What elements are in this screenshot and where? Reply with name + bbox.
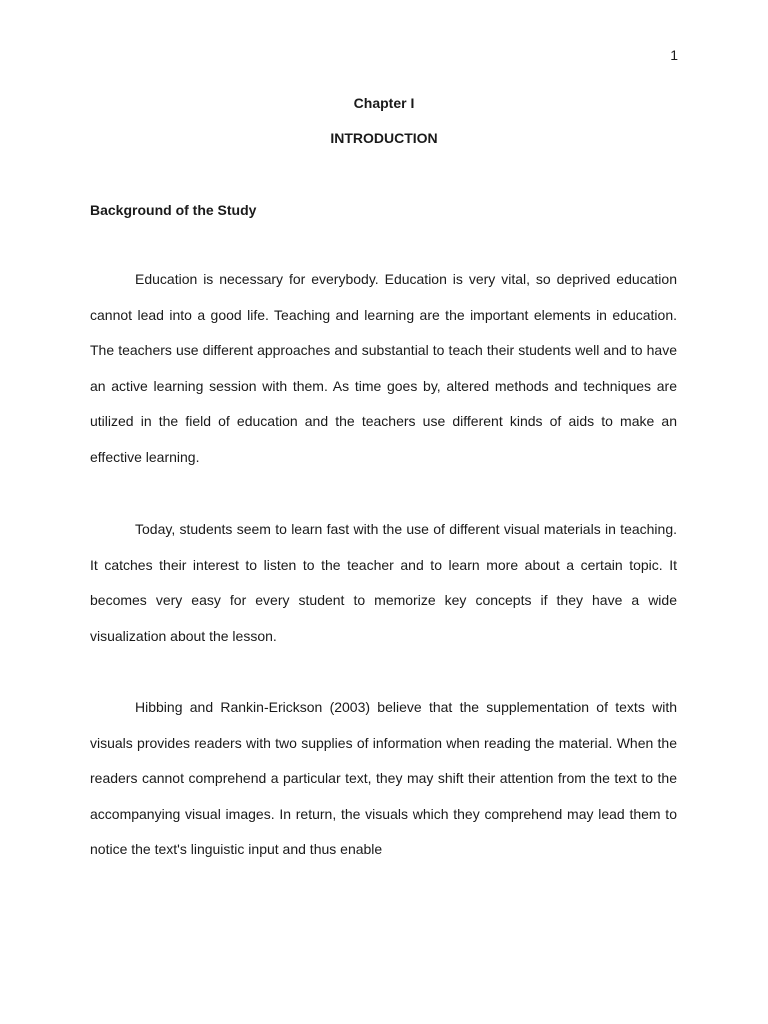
section-heading: Background of the Study: [90, 202, 257, 218]
page-number: 1: [670, 47, 678, 63]
body-paragraph-1: Education is necessary for everybody. Education is very vital, so deprived education cannot lead into a good life. Teaching and learning are the important elements in education. The teachers use different approaches and substantial to teach their students well and to have an active learning session with them. As time goes by, altered methods and techniques are utilized in the field of education and the teachers use different kinds of aids to make an effective learning.: [90, 271, 677, 465]
body-paragraph-2: Today, students seem to learn fast with the use of different visual materials in teaching. It catches their interest to listen to the teacher and to learn more about a certain topic. It becomes very easy for every student to memorize key concepts if they have a wide visualization about the lesson.: [90, 521, 677, 644]
body-paragraph-3: Hibbing and Rankin-Erickson (2003) believe that the supplementation of texts with visuals provides readers with two supplies of information when reading the material. When the readers cannot comprehend a particular text, they may shift their attention from the text to the accompanying visual images. In return, the visuals which they comprehend may lead them to notice the text's linguistic input and thus enable: [90, 699, 677, 857]
chapter-label: Chapter I: [353, 95, 415, 111]
chapter-title: INTRODUCTION: [330, 130, 438, 146]
